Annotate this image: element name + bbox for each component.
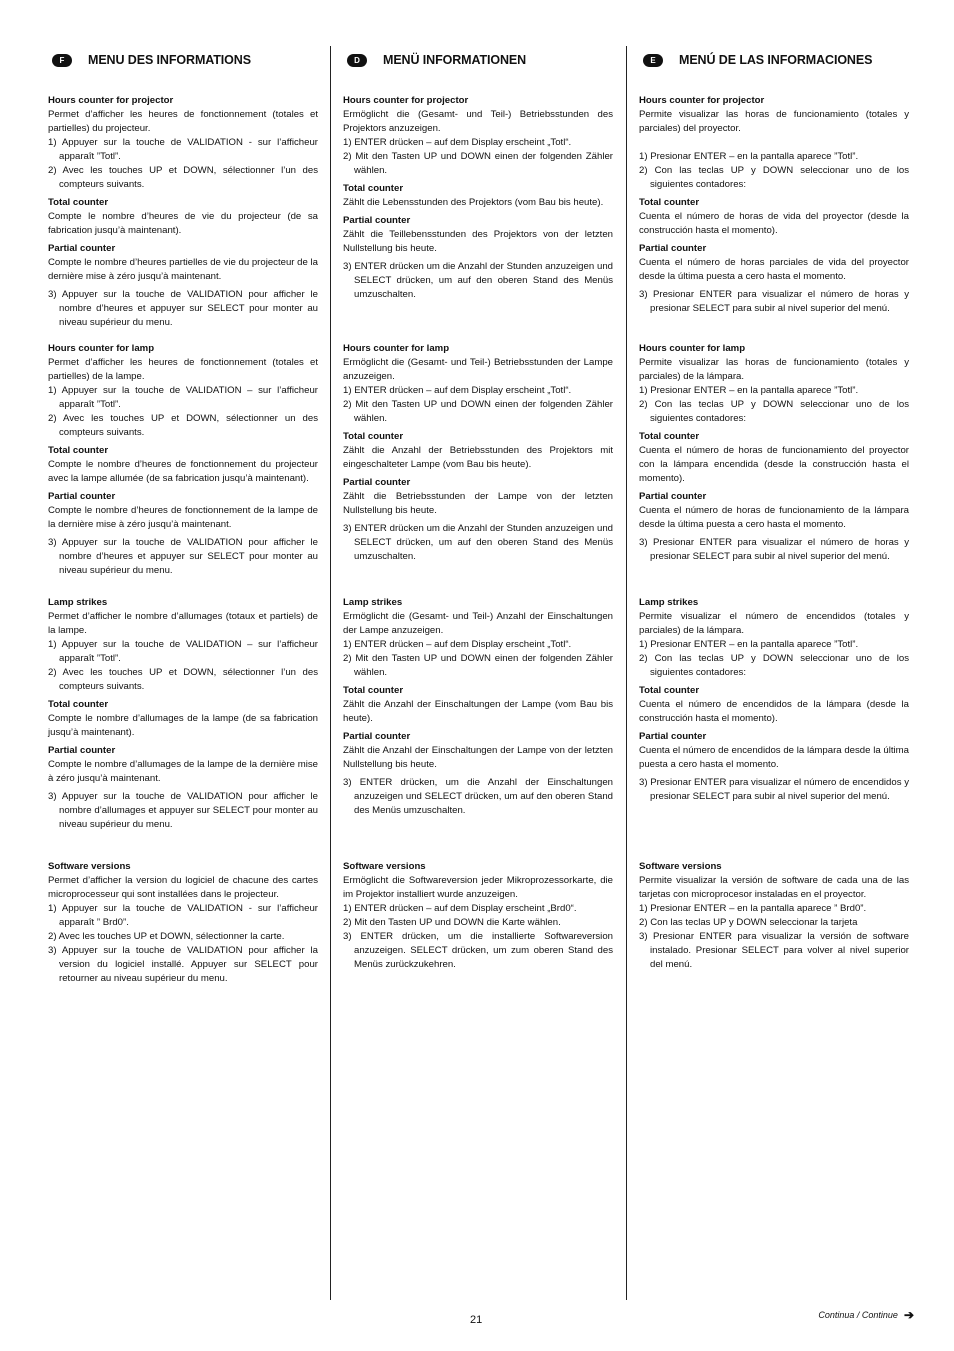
subsection-title: Total counter <box>48 699 109 710</box>
step-item: 2) Con las teclas UP y DOWN seleccionar uno de los siguientes contadores: <box>639 165 909 190</box>
column-title: MENÚ DE LAS INFORMACIONES <box>679 53 873 67</box>
subsection-text: Cuenta el número de horas de funcionamiento del proyector con la lámpara encendida (desde la construcción hasta el momento). <box>639 445 909 484</box>
step-item: 1) Appuyer sur la touche de VALIDATION - sur l’afficheur apparaît ”Totl”. <box>48 137 318 162</box>
section-title: Hours counter for lamp <box>343 343 450 354</box>
subsection-title: Total counter <box>639 431 700 442</box>
step-item: 3) ENTER drücken um die Anzahl der Stunden anzuzeigen und SELECT drücken, um auf den oberen Stand des Menüs umzuschalten. <box>343 261 613 300</box>
subsection-text: Compte le nombre d’allumages de la lampe (de sa fabrication jusqu’à maintenant). <box>48 713 318 738</box>
section-intro: Ermöglicht die (Gesamt- und Teil-) Anzahl der Einschaltungen der Lampe anzuzeigen. <box>343 611 613 636</box>
section-intro: Ermöglicht die (Gesamt- und Teil-) Betriebsstunden des Projektors anzuzeigen. <box>343 109 613 134</box>
subsection-text: Compte le nombre d’heures partielles de vie du projecteur de la dernière mise à zéro jusqu’à maintenant. <box>48 257 318 282</box>
subsection-text: Zählt die Teillebensstunden des Projektors von der letzten Nullstellung bis heute. <box>343 229 613 254</box>
language-column <box>639 50 909 970</box>
step-item: 3) ENTER drücken, um die Anzahl der Einschaltungen anzuzeigen und SELECT drücken, um auf den oberen Stand des Menüs umzuschalten. <box>343 777 613 816</box>
subsection-text: Cuenta el número de horas parciales de vida del proyector desde la última puesta a cero hasta el momento. <box>639 257 909 282</box>
subsection-text: Cuenta el número de encendidos de la lámpara desde la última puesta a cero hasta el momento. <box>639 745 909 770</box>
info-section <box>639 94 909 316</box>
step-item: 2) Con las teclas UP y DOWN seleccionar la tarjeta <box>639 917 858 928</box>
step-item: 2) Con las teclas UP y DOWN seleccionar uno de los siguientes contadores: <box>639 653 909 678</box>
section-intro: Permet d’afficher les heures de fonctionnement (totales et partielles) du projecteur. <box>48 109 318 134</box>
step-item: 1) ENTER drücken – auf dem Display erscheint „Brd0“. <box>343 903 577 914</box>
subsection-text: Zählt die Lebensstunden des Projektors (vom Bau bis heute). <box>343 197 604 208</box>
subsection-title: Partial counter <box>343 477 411 488</box>
column-divider <box>626 46 627 1300</box>
step-item: 3) ENTER drücken um die Anzahl der Stunden anzuzeigen und SELECT drücken, um auf den oberen Stand des Menüs umzuschalten. <box>343 523 613 562</box>
subsection-title: Partial counter <box>48 243 116 254</box>
info-section <box>343 860 613 972</box>
step-item: 2) Avec les touches UP et DOWN, sélectionner un des compteurs suivants. <box>48 413 318 438</box>
info-section <box>48 860 318 986</box>
section-title: Hours counter for projector <box>48 95 174 106</box>
section-title: Hours counter for lamp <box>48 343 155 354</box>
step-item: 3) Presionar ENTER para visualizar el número de horas y presionar SELECT para subir al nivel superior del menú. <box>639 537 909 562</box>
step-item: 2) Avec les touches UP et DOWN, sélectionner l’un des compteurs suivants. <box>48 165 318 190</box>
info-section <box>343 342 613 564</box>
subsection-title: Total counter <box>48 197 109 208</box>
step-item: 2) Mit den Tasten UP und DOWN die Karte wählen. <box>343 917 561 928</box>
language-column <box>48 50 318 984</box>
subsection-title: Total counter <box>48 445 109 456</box>
subsection-title: Total counter <box>639 685 700 696</box>
subsection-title: Partial counter <box>639 243 707 254</box>
language-badge: E <box>643 54 663 67</box>
section-intro: Ermöglicht die Softwareversion jeder Mikroprozessorkarte, die im Projektor installiert wurde anzuzeigen. <box>343 875 613 900</box>
step-item: 1) Presionar ENTER – en la pantalla aparece ”Totl”. <box>639 151 859 162</box>
section-title: Hours counter for projector <box>639 95 765 106</box>
section-title: Software versions <box>343 861 426 872</box>
step-item: 2) Mit den Tasten UP und DOWN einen der folgenden Zähler wählen. <box>343 399 613 424</box>
subsection-title: Total counter <box>343 431 404 442</box>
subsection-text: Zählt die Betriebsstunden der Lampe von der letzten Nullstellung bis heute. <box>343 491 613 516</box>
section-title: Lamp strikes <box>639 597 699 608</box>
step-item: 3) Appuyer sur la touche de VALIDATION pour afficher la version du logiciel installé. Appuyer sur SELECT pour retourner au niveau supérieur du menu. <box>48 945 318 984</box>
step-item: 3) Presionar ENTER para visualizar la versión de software instalado. Presionar SELECT para volver al nivel superior del menú. <box>639 931 909 970</box>
info-section <box>48 94 318 330</box>
subsection-title: Total counter <box>343 183 404 194</box>
section-title: Lamp strikes <box>48 597 108 608</box>
section-intro: Permet d’afficher le nombre d’allumages (totaux et partiels) de la lampe. <box>48 611 318 636</box>
subsection-text: Cuenta el número de horas de vida del proyector (desde la construcción hasta el momento). <box>639 211 909 236</box>
info-section <box>343 94 613 302</box>
section-intro: Permet d’afficher la version du logiciel de chacune des cartes microprocesseur qui sont installées dans le projecteur. <box>48 875 318 900</box>
info-section <box>48 596 318 832</box>
section-intro: Ermöglicht die (Gesamt- und Teil-) Betriebsstunden der Lampe anzuzeigen. <box>343 357 613 382</box>
column-heading <box>643 50 909 70</box>
info-section <box>639 342 909 564</box>
step-item: 1) Presionar ENTER – en la pantalla aparece ” Brd0”. <box>639 903 867 914</box>
step-item: 1) ENTER drücken – auf dem Display erscheint „Totl“. <box>343 137 572 148</box>
subsection-title: Partial counter <box>343 731 411 742</box>
subsection-text: Cuenta el número de encendidos de la lámpara (desde la construcción hasta el momento). <box>639 699 909 724</box>
step-item: 2) Avec les touches UP et DOWN, sélectionner l’un des compteurs suivants. <box>48 667 318 692</box>
step-item: 1) ENTER drücken – auf dem Display erscheint „Totl“. <box>343 639 572 650</box>
step-item: 1) Appuyer sur la touche de VALIDATION - sur l’afficheur apparaît ” Brd0”. <box>48 903 318 928</box>
section-intro: Permite visualizar el número de encendidos (totales y parciales) de la lámpara. <box>639 611 909 636</box>
info-section <box>48 342 318 578</box>
step-item: 3) Presionar ENTER para visualizar el número de horas y presionar SELECT para subir al nivel superior del menú. <box>639 289 909 314</box>
subsection-title: Partial counter <box>639 491 707 502</box>
subsection-text: Zählt die Anzahl der Betriebsstunden des Projektors mit eingeschalteter Lampe (vom Bau bis heute). <box>343 445 613 470</box>
section-intro: Permite visualizar las horas de funcionamiento (totales y parciales) de la lámpara. <box>639 357 909 382</box>
continue-note <box>818 1308 914 1322</box>
section-title: Software versions <box>48 861 131 872</box>
language-column <box>343 50 613 970</box>
subsection-title: Partial counter <box>639 731 707 742</box>
continue-label: Continua / Continue <box>818 1310 898 1320</box>
subsection-text: Compte le nombre d’heures de vie du projecteur (de sa fabrication jusqu’à maintenant). <box>48 211 318 236</box>
column-heading <box>347 50 613 70</box>
section-title: Hours counter for projector <box>343 95 469 106</box>
info-section <box>343 596 613 818</box>
step-item: 2) Mit den Tasten UP und DOWN einen der folgenden Zähler wählen. <box>343 653 613 678</box>
subsection-text: Cuenta el número de horas de funcionamiento de la lámpara desde la última puesta a cero hasta el momento. <box>639 505 909 530</box>
step-item: 1) ENTER drücken – auf dem Display erscheint „Totl“. <box>343 385 572 396</box>
subsection-text: Compte le nombre d’allumages de la lampe de la dernière mise à zéro jusqu’à maintenant. <box>48 759 318 784</box>
section-title: Lamp strikes <box>343 597 403 608</box>
page-number: 21 <box>470 1314 483 1326</box>
column-title: MENÜ INFORMATIONEN <box>383 53 527 67</box>
step-item: 3) ENTER drücken, um die installierte Softwareversion anzuzeigen. SELECT drücken, um zum oberen Stand des Menüs zurückzukehren. <box>343 931 613 970</box>
section-intro: Permite visualizar las horas de funcionamiento (totales y parciales) del proyector. <box>639 109 909 134</box>
step-item: 3) Appuyer sur la touche de VALIDATION pour afficher le nombre d’allumages et appuyer sur SELECT pour monter au niveau supérieur du menu. <box>48 791 318 830</box>
step-item: 2) Mit den Tasten UP und DOWN einen der folgenden Zähler wählen. <box>343 151 613 176</box>
step-item: 3) Appuyer sur la touche de VALIDATION pour afficher le nombre d’heures et appuyer sur SELECT pour monter au niveau supérieur du menu. <box>48 289 318 328</box>
subsection-text: Compte le nombre d’heures de fonctionnement du projecteur avec la lampe allumée (de sa fabrication jusqu’à maintenant). <box>48 459 318 484</box>
subsection-text: Zählt die Anzahl der Einschaltungen der Lampe von der letzten Nullstellung bis heute. <box>343 745 613 770</box>
subsection-text: Zählt die Anzahl der Einschaltungen der Lampe (vom Bau bis heute). <box>343 699 613 724</box>
subsection-title: Total counter <box>639 197 700 208</box>
subsection-title: Partial counter <box>343 215 411 226</box>
language-badge: D <box>347 54 367 67</box>
section-title: Software versions <box>639 861 722 872</box>
info-section <box>639 860 909 972</box>
column-divider <box>330 46 331 1300</box>
column-heading <box>52 50 318 70</box>
step-item: 1) Appuyer sur la touche de VALIDATION – sur l’afficheur apparaît ”Totl”. <box>48 385 318 410</box>
step-item: 1) Appuyer sur la touche de VALIDATION – sur l’afficheur apparaît ”Totl”. <box>48 639 318 664</box>
step-item: 2) Avec les touches UP et DOWN, sélectionner la carte. <box>48 931 285 942</box>
step-item: 1) Presionar ENTER – en la pantalla aparece ”Totl”. <box>639 385 859 396</box>
step-item: 3) Presionar ENTER para visualizar el número de encendidos y presionar SELECT para subir al nivel superior del menú. <box>639 777 909 802</box>
column-title: MENU DES INFORMATIONS <box>88 53 251 67</box>
section-intro: Permite visualizar la versión de software de cada una de las tarjetas con microprocesor instaladas en el proyector. <box>639 875 909 900</box>
subsection-text: Compte le nombre d’heures de fonctionnement de la lampe de la dernière mise à zéro jusqu’à maintenant. <box>48 505 318 530</box>
section-intro: Permet d’afficher les heures de fonctionnement (totales et partielles) de la lampe. <box>48 357 318 382</box>
arrow-right-icon: ➔ <box>903 1308 914 1322</box>
language-badge: F <box>52 54 72 67</box>
step-item: 1) Presionar ENTER – en la pantalla aparece ”Totl”. <box>639 639 859 650</box>
info-section <box>639 596 909 804</box>
section-title: Hours counter for lamp <box>639 343 746 354</box>
subsection-title: Partial counter <box>48 745 116 756</box>
subsection-title: Partial counter <box>48 491 116 502</box>
step-item: 3) Appuyer sur la touche de VALIDATION pour afficher le nombre d’heures et appuyer sur SELECT pour monter au niveau supérieur du menu. <box>48 537 318 576</box>
subsection-title: Total counter <box>343 685 404 696</box>
step-item: 2) Con las teclas UP y DOWN seleccionar uno de los siguientes contadores: <box>639 399 909 424</box>
